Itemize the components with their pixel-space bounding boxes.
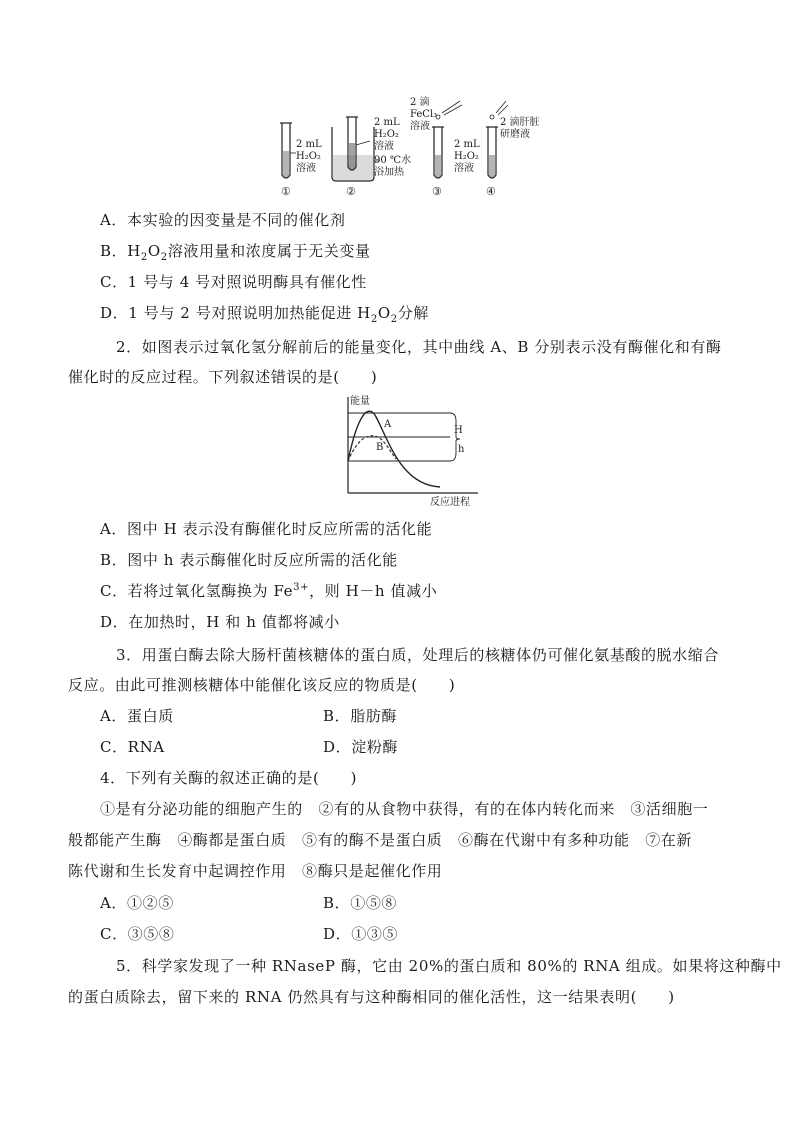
q3-option-b: B．脂肪酶	[323, 707, 398, 725]
tube-4-number: ④	[486, 185, 496, 198]
tube-1-number: ①	[281, 185, 291, 198]
test-tube-drawing	[270, 95, 520, 205]
curve-a-label: A	[384, 419, 392, 430]
q2-option-a: A．图中 H 表示没有酶催化时反应所需的活化能	[100, 520, 433, 538]
q1-option-c: C．1 号与 4 号对照说明酶具有催化性	[100, 273, 367, 291]
q2-stem-line-2: 催化时的反应过程。下列叙述错误的是( )	[68, 368, 378, 386]
q4-option-a: A．①②⑤	[100, 894, 174, 912]
chart-y-label: 能量	[350, 396, 370, 407]
q2-stem-line-1: 2．如图表示过氧化氢分解前后的能量变化，其中曲线 A、B 分别表示没有酶催化和有酶	[116, 338, 722, 356]
q1-option-b-sub-2: 2	[160, 252, 168, 263]
tube-3-drop-label-3: 溶液	[410, 121, 430, 132]
q3-option-d: D．淀粉酶	[323, 738, 399, 756]
tube-4-drop-label-1: 2 滴肝脏	[500, 117, 540, 128]
tube-2-label-3: 溶液	[374, 141, 394, 152]
q2-option-c-text-1: C．若将过氧化氢酶换为 Fe	[100, 582, 294, 600]
q4-body-line-2: 般都能产生酶 ④酶都是蛋白质 ⑤有的酶不是蛋白质 ⑥酶在代谢中有多种功能 ⑦在新	[68, 831, 693, 849]
q1-option-d-text-2: O	[377, 304, 391, 322]
q1-option-d-text-1: D．1 号与 2 号对照说明加热能促进 H	[100, 304, 371, 322]
q1-option-b-text-2: O	[147, 242, 161, 260]
tube-4-label-1: 2 mL	[454, 139, 480, 150]
tube-3-drop-label-2: FeCl₃	[410, 109, 438, 120]
q3-option-c: C．RNA	[100, 738, 165, 756]
tube-2-label-1: 2 mL	[374, 117, 400, 128]
tube-2-label-2: H₂O₂	[374, 129, 399, 140]
q1-option-b-text-1: B．H	[100, 242, 141, 260]
q4-body-line-1: ①是有分泌功能的细胞产生的 ②有的从食物中获得，有的在体内转化而来 ③活细胞一	[100, 800, 709, 818]
brace-h-label: h	[458, 444, 465, 455]
curve-b-path	[348, 436, 396, 461]
q4-stem: 4．下列有关酶的叙述正确的是( )	[100, 769, 358, 787]
curve-a-path	[348, 411, 440, 487]
q5-stem-line-2: 的蛋白质除去，留下来的 RNA 仍然具有与这种酶相同的催化活性，这一结果表明( )	[68, 988, 675, 1006]
curve-b-label: B	[376, 442, 384, 453]
q2-option-c-sup: 3+	[293, 582, 310, 593]
q4-option-b: B．①⑤⑧	[323, 894, 398, 912]
tube-1-label-3: 溶液	[296, 163, 316, 174]
tube-2-label-4: 90 ℃水	[374, 155, 412, 166]
brace-H-label: H	[454, 425, 463, 436]
q1-option-b	[100, 241, 371, 261]
energy-diagram	[330, 393, 480, 513]
q4-option-c: C．③⑤⑧	[100, 925, 175, 943]
q5-stem-line-1: 5．科学家发现了一种 RNaseP 酶，它由 20%的蛋白质和 80%的 RNA 组成。如果将这种酶中	[116, 957, 782, 975]
q2-option-d: D．在加热时，H 和 h 值都将减小	[100, 613, 340, 631]
q4-body-line-3: 陈代谢和生长发育中起调控作用 ⑧酶只是起催化作用	[68, 862, 443, 880]
tube-4-drop-label-2: 研磨液	[500, 129, 530, 140]
q2-option-b: B．图中 h 表示酶催化时反应所需的活化能	[100, 551, 398, 569]
chart-x-label: 反应进程	[430, 497, 470, 508]
q3-stem-line-2: 反应。由此可推测核糖体中能催化该反应的物质是( )	[68, 676, 456, 694]
tube-3-drop-label-1: 2 滴	[410, 97, 430, 108]
tube-1-label-2: H₂O₂	[296, 151, 321, 162]
q1-option-b-text-3: 溶液用量和浓度属于无关变量	[167, 242, 371, 260]
q2-option-c-text-2: ，则 H－h 值减小	[309, 582, 438, 600]
tube-2-label-5: 浴加热	[374, 167, 404, 178]
q2-option-c	[100, 581, 437, 601]
tube-4-label-2: H₂O₂	[454, 151, 479, 162]
q1-option-d-sub-2: 2	[390, 314, 398, 325]
q3-option-a: A．蛋白质	[100, 707, 174, 725]
q1-option-d	[100, 303, 429, 323]
test-tube-figure	[270, 95, 540, 205]
tube-2-number: ②	[346, 185, 356, 198]
q1-option-b-sub-1: 2	[140, 252, 148, 263]
q1-option-d-text-3: 分解	[397, 304, 429, 322]
tube-3-number: ③	[432, 185, 442, 198]
q1-option-a: A．本实验的因变量是不同的催化剂	[100, 211, 346, 229]
q1-option-d-sub-1: 2	[370, 314, 378, 325]
tube-1-label-1: 2 mL	[296, 139, 322, 150]
tube-4-label-3: 溶液	[454, 163, 474, 174]
q4-option-d: D．①③⑤	[323, 925, 399, 943]
q3-stem-line-1: 3．用蛋白酶去除大肠杆菌核糖体的蛋白质，处理后的核糖体仍可催化氨基酸的脱水缩合	[116, 646, 719, 664]
